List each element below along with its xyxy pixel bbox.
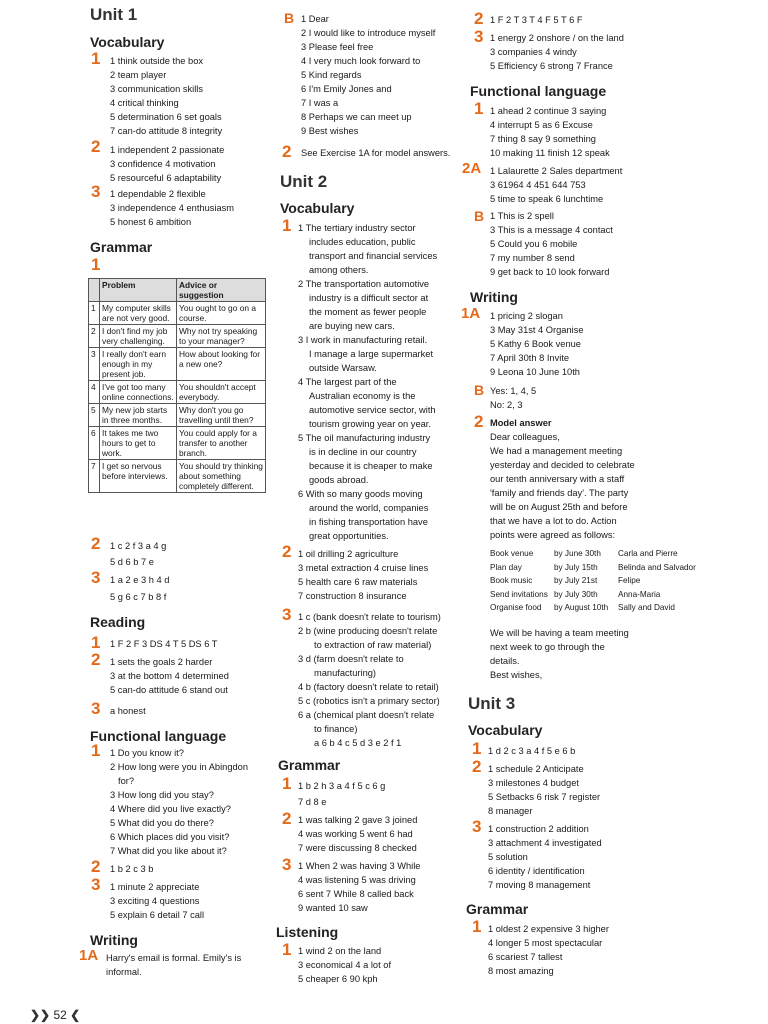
table-header-row: Problem Advice or suggestion (89, 279, 266, 302)
table-row: Book music by July 21st Felipe (490, 576, 641, 585)
unit2-listening-title: Listening (276, 924, 339, 940)
ex-number: 1 (282, 774, 292, 793)
ex-number: B (284, 10, 295, 26)
ex-number: 3 (282, 855, 292, 874)
table-row: 4 I've got too many online connections. You shouldn't accept everybody. (89, 381, 266, 404)
double-chevron-right-icon: ❯❯ (30, 1008, 51, 1022)
table-row: 2 I don't find my job very challenging. Why not try speaking to your manager? (89, 325, 266, 348)
table-row: 3 I really don't earn enough in my present job. How about looking for a new one? (89, 348, 266, 381)
ex-number: 1 (472, 739, 482, 758)
ex-number: 2 (91, 857, 101, 876)
table-row: 7 I get so nervous before interviews. You should try thinking about something completely different. (89, 460, 266, 493)
table-row: 5 My new job starts in three months. Why don't you go travelling until then? (89, 404, 266, 427)
ex-number: 1 (282, 940, 292, 959)
ex-number: 1 (91, 255, 101, 274)
ex-number: 3 (282, 605, 292, 624)
unit2-writing-title: Writing (470, 289, 518, 305)
unit2-grammar-title: Grammar (278, 757, 341, 773)
ex-number: B (474, 382, 485, 398)
table-row: Organise food by August 10th Sally and David (490, 603, 675, 612)
unit1-title: Unit 1 (90, 5, 138, 24)
ex-number: 1 (472, 917, 482, 936)
ex-number: 1 (91, 741, 101, 760)
ex-number: 1 (91, 49, 101, 68)
unit3-vocab1: 1 d 2 c 3 a 4 f 5 e 6 b (488, 746, 576, 756)
ex-number: 2 (282, 142, 292, 161)
model-answer-title: Model answer (490, 418, 552, 428)
unit1-writing2: See Exercise 1A for model answers. (301, 148, 451, 158)
ex-number: 3 (91, 875, 101, 894)
action-plan (490, 547, 696, 615)
ex-number: 2 (91, 650, 101, 669)
unit2-vocab-title: Vocabulary (280, 200, 355, 216)
ex-number: 2A (462, 160, 482, 177)
unit2-title: Unit 2 (280, 172, 328, 191)
ex-number: 1A (461, 305, 481, 322)
ex-number: 1 (282, 216, 292, 235)
ex-number: 3 (474, 27, 484, 46)
unit1-grammar-title: Grammar (90, 239, 153, 255)
ex-number: 2 (282, 809, 292, 828)
ex-number: 3 (472, 817, 482, 836)
page-number (30, 1008, 80, 1022)
table-row: 1 My computer skills are not very good. You ought to go on a course. (89, 302, 266, 325)
table-row: Book venue by June 30th Carla and Pierre (490, 549, 678, 558)
ex-number: B (474, 208, 485, 224)
ex-number: 1 (91, 633, 101, 652)
ex-number: 2 (472, 757, 482, 776)
unit1-reading3: a honest (110, 706, 146, 716)
table-row: 6 It takes me two hours to get to work. You could apply for a transfer to another branch. (89, 427, 266, 460)
ex-number: 2 (474, 9, 484, 28)
ex-number: 1A (79, 947, 99, 964)
unit1-functional2: 1 b 2 c 3 b (110, 864, 154, 874)
unit3-vocab-title: Vocabulary (468, 722, 543, 738)
chevron-left-icon: ❮ (70, 1008, 81, 1022)
unit1-reading1: 1 F 2 F 3 DS 4 T 5 DS 6 T (110, 639, 218, 649)
grammar-advice-table (88, 278, 266, 493)
unit1-writing-title: Writing (90, 932, 138, 948)
unit1-vocab-title: Vocabulary (90, 34, 165, 50)
unit1-functional-title: Functional language (90, 728, 227, 744)
table-row: Plan day by July 15th Belinda and Salvador (490, 562, 696, 572)
ex-number: 2 (474, 412, 484, 431)
unit3-title: Unit 3 (468, 694, 516, 713)
ex-number: 3 (91, 568, 101, 587)
ex-number: 3 (91, 699, 101, 718)
ex-number: 3 (91, 182, 101, 201)
ex-number: 1 (474, 99, 484, 118)
unit2-listening2: 1 F 2 T 3 T 4 F 5 T 6 F (490, 15, 583, 25)
unit3-grammar-title: Grammar (466, 901, 529, 917)
ex-number: 2 (91, 534, 101, 553)
ex-number: 2 (282, 542, 292, 561)
table-row: Send invitations by July 30th Anna-Maria (490, 589, 661, 599)
unit1-reading-title: Reading (90, 614, 146, 630)
page-number-value: 52 (53, 1008, 67, 1022)
ex-number: 2 (91, 137, 101, 156)
unit2-functional-title: Functional language (470, 83, 607, 99)
